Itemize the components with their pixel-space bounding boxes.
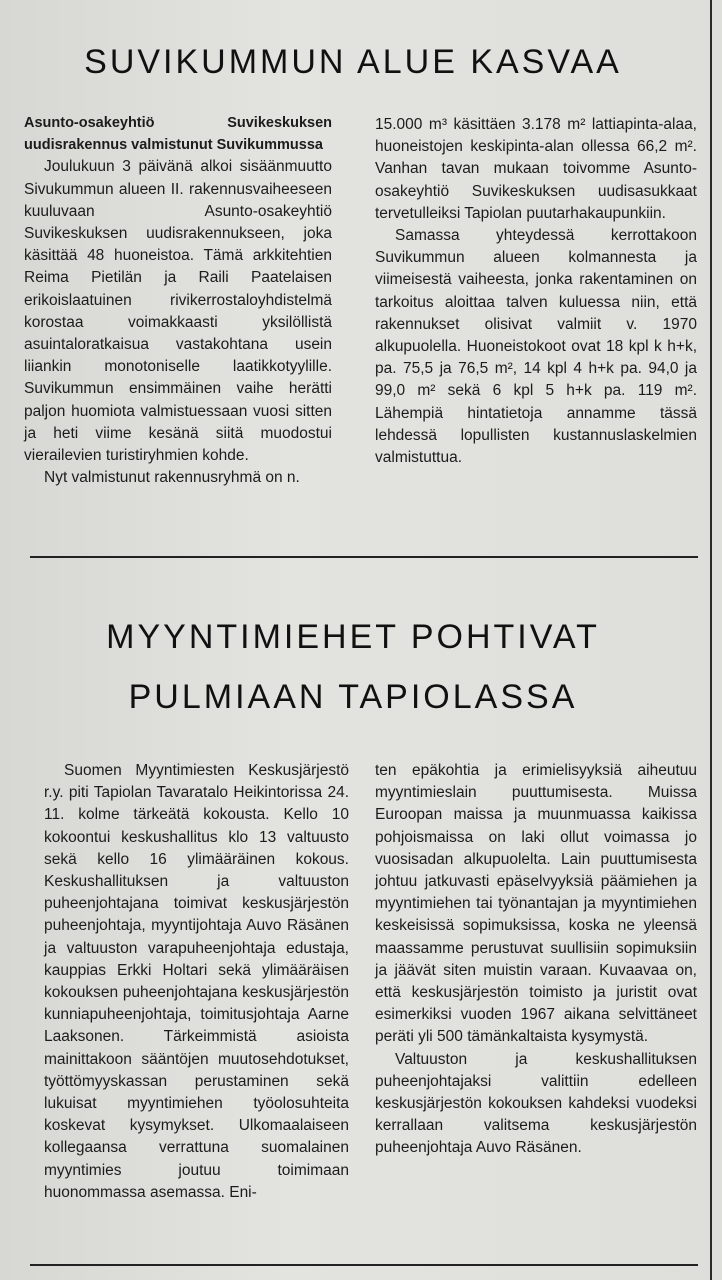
article2-paragraph: Valtuuston ja keskushallituksen puheenjohtajaksi valittiin edelleen keskusjärjestön kokouksen kahdeksi vuodeksi kerrallaan valitsema keskusjärjestön puheenjohtaja Auvo Räsänen. [375,1050,697,1157]
article1-paragraph: Samassa yhteydessä kerrottakoon Suvikummun alueen kolmannesta ja viimeisestä vaiheesta, jonka rakentaminen on tarkoitus aloittaa talven kuluessa niin, että rakennukset olisivat valmiit v. 1970 alkupuolella. Huoneistokoot ovat 18 kpl k h+k, pa. 75,5 ja 76,5 m², 14 kpl 4 h+k pa. 94,0 ja 99,0 m² sekä 6 kpl 5 h+k pa. 119 m². Lähempiä hintatietoja annamme tässä lehdessä lopullisten kustannuslaskelmien valmistuttua. [375,227,697,467]
article2-headline-line2: PULMIAAN TAPIOLASSA [128,678,578,716]
article1-paragraph: 15.000 m³ käsittäen 3.178 m² lattiapinta-alaa, huoneistojen keskipinta-alan ollessa 66,2 m². Vanhan tavan mukaan toivomme Asunto-osakeyhtiö Suvikeskuksen uudisasukkaat tervetulleiksi Tapiolan puutarhakaupunkiin. [375,116,697,222]
article2-paragraph: ten epäkohtia ja erimielisyyksiä aiheutuu myyntimieslain puuttumisesta. Muissa Euroopan maissa ja muunmuassa kaikissa pohjoismaissa on laki ollut voimassa jo vuosisadan alkupuolelta. Lain puuttumisesta johtuu jatkuvasti epäselvyyksiä päämiehen ja myyntimiehen tai työnantajan ja myyntimiehen keskeisissä sopimuksissa, koska ne yleensä maassamme perustuvat suullisiin sopimuksiin ja jäävät siten muistin varaan. Kuvaavaa on, että keskusjärjestön toimisto ja juristit ovat esimerkiksi vuoden 1967 aikana selvittäneet peräti yli 500 tämänkaltaista kysymystä. [375,762,697,1046]
article2-left-column [44,760,349,1204]
article1-paragraph: Joulukuun 3 päivänä alkoi sisäänmuutto Sivukummun alueen II. rakennusvaiheeseen kuuluvaan Asunto-osakeyhtiö Suvikeskuksen uudisrakennukseen, joka käsittää 48 huoneistoa. Tämä arkkitehtien Reima Pietilän ja Raili Paatelaisen erikoislaatuinen rivikerrostaloyhdistelmä korostaa voimakkaasti yksilöllistä asuintaloratkaisua vastakohtana usein liiankin monotoniselle laatikkotyylille. Suvikummun ensimmäinen vaihe herätti paljon huomiota valmistuessaan vuosi sitten ja heti viime kesänä siitä muodostui vierailevien turistiryhmien kohde. [24,158,332,465]
bottom-divider [30,1264,698,1266]
article1-headline: SUVIKUMMUN ALUE KASVAA [84,42,622,81]
article1-column-gap [362,105,363,500]
article2-headline-line1: MYYNTIMIEHET POHTIVAT [106,618,600,656]
article2-right-column [375,760,697,1160]
article1-lead: Asunto-osakeyhtiö Suvikeskuksen uudisrakennus valmistunut Suvikummussa [24,115,332,154]
section-divider [30,556,698,558]
article2-paragraph: Suomen Myyntimiesten Keskusjärjestö r.y. piti Tapiolan Tavaratalo Heikintorissa 24. 11. kolme tärkeätä kokousta. Kello 10 kokoontui keskushallitus klo 13 valtuusto sekä kello 16 ylimääräinen kokous. Keskushallituksen ja valtuuston puheenjohtajana toimivat keskusjärjestön puheenjohtaja, myyntijohtaja Auvo Räsänen ja valtuuston varapuheenjohtaja edustaja, kauppias Erkki Holtari sekä ylimääräisen kokouksen puheenjohtajana keskusjärjestön kunniapuheenjohtaja, toimitusjohtaja Aarne Laaksonen. Tärkeimmistä asioista mainittakoon sääntöjen muutosehdotukset, työttömyyskassan perustaminen sekä lukuisat myyntimiehen työolosuhteita koskevat kysymykset. Ulkomaalaiseen kollegaansa verrattuna suomalainen myyntimies joutuu toimimaan huonommassa asemassa. Eni- [44,762,349,1201]
article1-paragraph: Nyt valmistunut rakennusryhmä on n. [44,469,300,487]
page-edge-rule [710,0,712,1280]
article1-right-column [375,114,697,469]
article1-left-column [24,112,332,489]
